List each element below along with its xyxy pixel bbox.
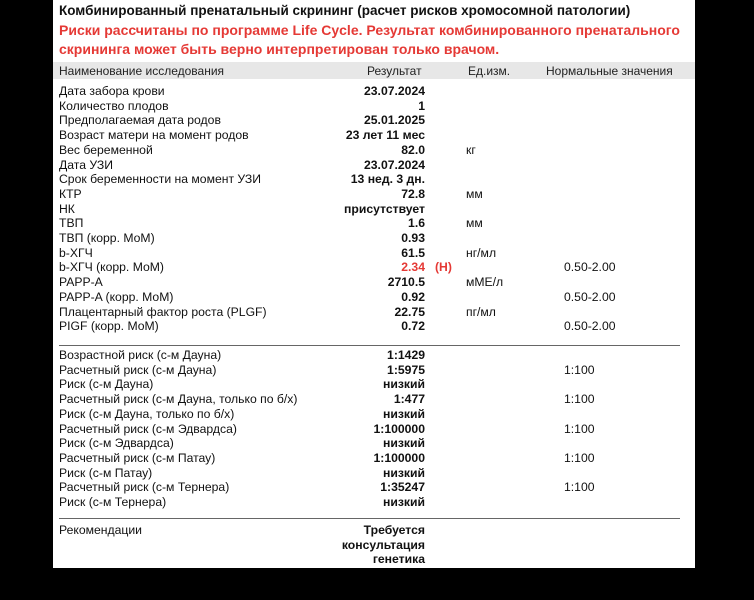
row-label: Риск (с-м Эдвардса) xyxy=(59,436,174,451)
row-norm: 1:100 xyxy=(564,450,595,465)
row-label: Срок беременности на момент УЗИ xyxy=(59,172,262,187)
table-row xyxy=(53,158,695,173)
recommendation-line: Требуется xyxy=(363,523,425,537)
section-divider xyxy=(59,518,680,519)
row-label: Возрастной риск (с-м Дауна) xyxy=(59,348,222,362)
row-value: 0.92 xyxy=(401,289,425,304)
row-value: 1:100000 xyxy=(373,421,425,436)
row-unit: нг/мл xyxy=(466,245,497,260)
row-label: Риск (с-м Дауна) xyxy=(59,377,154,392)
table-row xyxy=(53,260,695,275)
row-label: Плацентарный фактор роста (PLGF) xyxy=(59,304,267,319)
row-value: 23.07.2024 xyxy=(364,84,425,98)
recommendation-value xyxy=(342,523,425,567)
row-label: Расчетный риск (с-м Тернера) xyxy=(59,480,230,495)
row-value: 25.01.2025 xyxy=(364,113,425,128)
row-norm: 0.50-2.00 xyxy=(564,260,616,275)
table-row xyxy=(53,143,695,158)
row-value: 2710.5 xyxy=(387,275,425,290)
row-label: ТВП xyxy=(59,216,84,231)
row-norm: 0.50-2.00 xyxy=(564,289,616,304)
table-row xyxy=(53,392,695,407)
row-value: присутствует xyxy=(344,201,425,216)
row-label: Расчетный риск (с-м Дауна, только по б/х) xyxy=(59,392,298,407)
row-value: 72.8 xyxy=(401,186,425,201)
row-value: 0.72 xyxy=(401,319,425,334)
table-row xyxy=(53,246,695,261)
table-row xyxy=(53,275,695,290)
row-value: 23 лет 11 мес xyxy=(345,128,425,143)
table-row xyxy=(53,202,695,217)
table-row xyxy=(53,480,695,495)
row-value: низкий xyxy=(383,406,425,421)
table-row xyxy=(53,216,695,231)
row-value: низкий xyxy=(383,377,425,392)
row-value: 61.5 xyxy=(401,245,425,260)
row-value: низкий xyxy=(383,436,425,451)
row-label: КТР xyxy=(59,186,82,201)
row-value: 22.75 xyxy=(394,304,425,319)
table-row xyxy=(53,363,695,378)
row-value: низкий xyxy=(383,495,425,509)
row-norm: 1:100 xyxy=(564,480,595,495)
table-row xyxy=(53,99,695,114)
table-row xyxy=(53,495,695,510)
row-value: 1:35247 xyxy=(380,480,425,495)
row-label: b-ХГЧ (корр. МоМ) xyxy=(59,260,164,275)
row-label: PIGF (корр. МоМ) xyxy=(59,319,159,334)
row-value: 1 xyxy=(418,98,425,113)
header-result: Результат xyxy=(367,64,422,78)
row-label: НК xyxy=(59,201,75,216)
table-row xyxy=(53,422,695,437)
row-label: Вес беременной xyxy=(59,142,153,157)
table-row xyxy=(53,231,695,246)
table-row xyxy=(53,172,695,187)
row-value: 1:100000 xyxy=(373,450,425,465)
header-unit: Ед.изм. xyxy=(468,64,511,78)
table-row xyxy=(53,305,695,320)
recommendation-label: Рекомендации xyxy=(59,523,142,537)
row-label: Риск (с-м Тернера) xyxy=(59,495,167,509)
table-row xyxy=(53,407,695,422)
table-row xyxy=(53,187,695,202)
row-label: PAPP-A (корр. МоМ) xyxy=(59,289,174,304)
row-label: Расчетный риск (с-м Эдвардса) xyxy=(59,421,237,436)
row-unit: мм xyxy=(466,216,483,231)
row-label: Количество плодов xyxy=(59,98,169,113)
row-label: b-ХГЧ xyxy=(59,245,93,260)
row-label: PAPP-A xyxy=(59,275,103,290)
report-title: Комбинированный пренатальный скрининг (расчет рисков хромосомной патологии) xyxy=(59,3,631,18)
row-norm: 0.50-2.00 xyxy=(564,319,616,334)
table-header xyxy=(53,62,695,79)
table-row xyxy=(53,113,695,128)
row-norm: 1:100 xyxy=(564,421,595,436)
table-row xyxy=(53,128,695,143)
row-label: ТВП (корр. МоМ) xyxy=(59,231,155,245)
row-label: Расчетный риск (с-м Патау) xyxy=(59,450,216,465)
row-value: низкий xyxy=(383,465,425,480)
row-value: 0.93 xyxy=(401,231,425,245)
header-norm: Нормальные значения xyxy=(546,64,673,78)
row-label: Возраст матери на момент родов xyxy=(59,128,249,143)
table-row xyxy=(53,84,695,99)
row-unit: мМЕ/л xyxy=(466,275,504,290)
row-norm: 1:100 xyxy=(564,392,595,407)
recommendation-line: консультация xyxy=(341,537,425,552)
row-label: Расчетный риск (с-м Дауна) xyxy=(59,362,217,377)
row-label: Дата УЗИ xyxy=(59,157,113,172)
row-value: 1.6 xyxy=(408,216,425,231)
table-row xyxy=(53,436,695,451)
table-row xyxy=(53,377,695,392)
row-norm: 1:100 xyxy=(564,362,595,377)
table-row xyxy=(53,466,695,481)
section-divider xyxy=(59,345,680,346)
row-value: 1:5975 xyxy=(387,362,425,377)
report-sheet xyxy=(53,0,695,568)
header-name: Наименование исследования xyxy=(59,64,225,78)
table-row xyxy=(53,319,695,334)
recommendation-line: генетика xyxy=(372,552,425,567)
row-value: 82.0 xyxy=(401,142,425,157)
table-row xyxy=(53,348,695,363)
row-label: Предполагаемая дата родов xyxy=(59,113,221,128)
row-value: 13 нед. 3 дн. xyxy=(350,172,425,187)
table-row xyxy=(53,451,695,466)
row-unit: пг/мл xyxy=(466,304,496,319)
row-label: Риск (с-м Патау) xyxy=(59,465,153,480)
row-label: Риск (с-м Дауна, только по б/х) xyxy=(59,406,235,421)
row-value: 2.34 xyxy=(401,260,425,275)
row-value: 23.07.2024 xyxy=(364,157,425,172)
row-unit: мм xyxy=(466,186,483,201)
warning-text: Риски рассчитаны по программе Life Cycle. Результат комбинированного пренатального скрининга может быть верно интерпретирован только врачом. xyxy=(59,22,680,57)
row-value: 1:1429 xyxy=(387,348,425,362)
row-flag: (H) xyxy=(435,260,452,275)
row-label: Дата забора крови xyxy=(59,84,165,98)
table-row xyxy=(53,290,695,305)
row-unit: кг xyxy=(466,142,476,157)
row-value: 1:477 xyxy=(393,392,425,407)
